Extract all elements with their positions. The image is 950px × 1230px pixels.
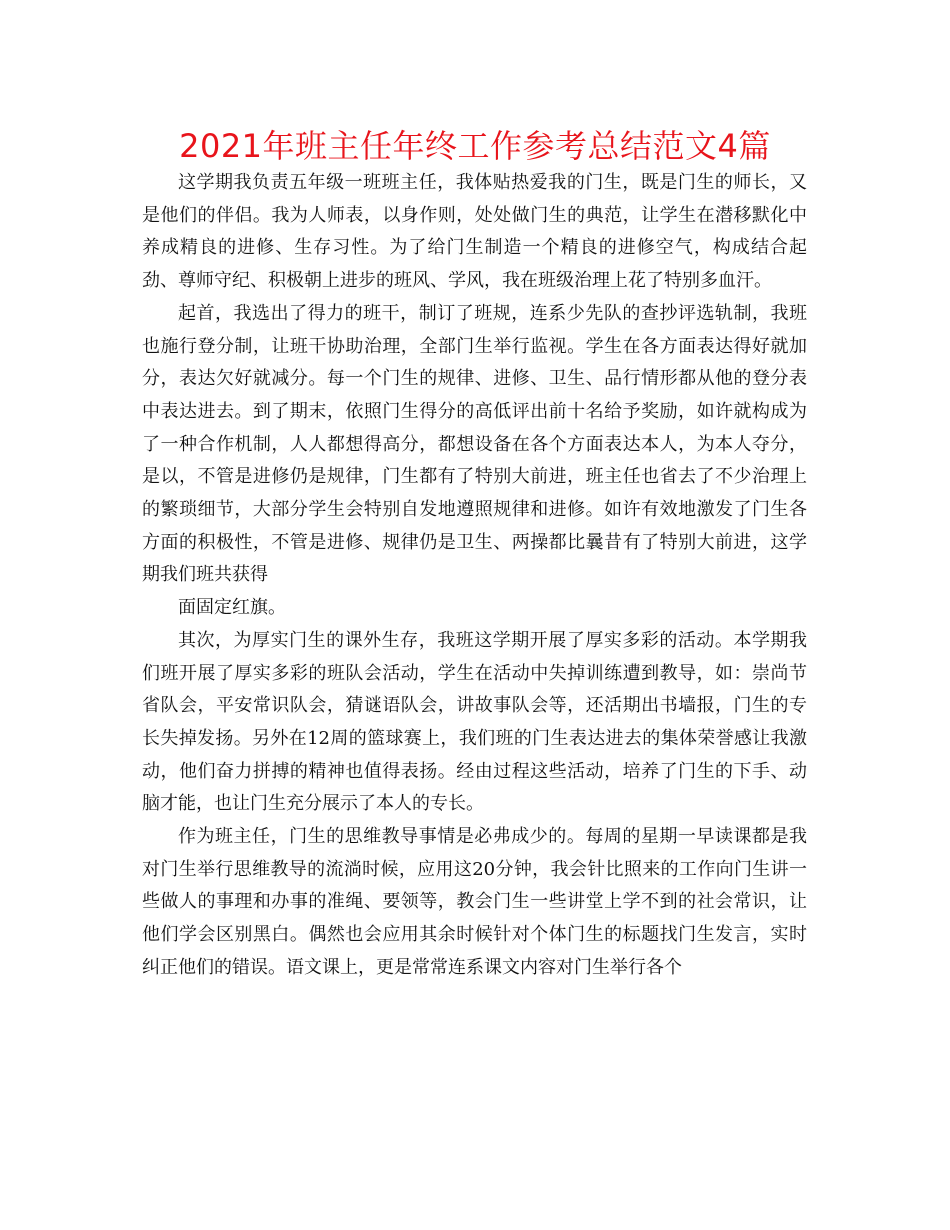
document-body xyxy=(142,167,807,985)
body-paragraph: 面固定红旗。 xyxy=(178,597,286,619)
body-paragraph: 起首，我选出了得力的班干，制订了班规，连系少先队的查抄评选轨制，我班也施行登分制，让班干协助治理，全部门生举行监视。学生在各方面表达得好就加分，表达欠好就减分。每一个门生的规律、进修、卫生、品行情形都从他的登分表中表达进去。到了期末，依照门生得分的高低评出前十名给予奖励，如许就构成为了一种合作机制，人人都想得高分，都想设备在各个方面表达本人，为本人夺分，是以，不管是进修仍是规律，门生都有了特别大前进，班主任也省去了不少治理上的繁琐细节，大部分学生会特别自发地遵照规律和进修。如许有效地激发了门生各方面的积极性，不管是进修、规律仍是卫生、两操都比曩昔有了特别大前进，这学期我们班共获得 xyxy=(142,302,807,586)
body-paragraph: 作为班主任，门生的思维教导事情是必弗成少的。每周的星期一早读课都是我对门生举行思维教导的流淌时候，应用这20分钟，我会针比照来的工作向门生讲一些做人的事理和办事的准绳、要领等，教会门生一些讲堂上学不到的社会常识，让他们学会区别黑白。偶然也会应用其余时候针对个体门生的标题找门生发言，实时纠正他们的错误。语文课上，更是常常连系课文内容对门生举行各个 xyxy=(142,826,807,978)
body-paragraph: 其次，为厚实门生的课外生存，我班这学期开展了厚实多彩的活动。本学期我们班开展了厚实多彩的班队会活动，学生在活动中失掉训练遭到教导，如：崇尚节省队会，平安常识队会，猜谜语队会，讲故事队会等，还活期出书墙报，门生的专长失掉发扬。另外在12周的篮球赛上，我们班的门生表达进去的集体荣誉感让我激动，他们奋力拼搏的精神也值得表扬。经由过程这些活动，培养了门生的下手、动脑才能，也让门生充分展示了本人的专长。 xyxy=(142,629,807,815)
body-paragraph: 这学期我负责五年级一班班主任，我体贴热爱我的门生，既是门生的师长，又是他们的伴侣。我为人师表，以身作则，处处做门生的典范，让学生在潜移默化中养成精良的进修、生存习性。为了给门生制造一个精良的进修空气，构成结合起劲、尊师守纪、积极朝上进步的班风、学风，我在班级治理上花了特别多血汗。 xyxy=(142,172,807,292)
document-title: 2021年班主任年终工作参考总结范文4篇 xyxy=(179,127,771,165)
